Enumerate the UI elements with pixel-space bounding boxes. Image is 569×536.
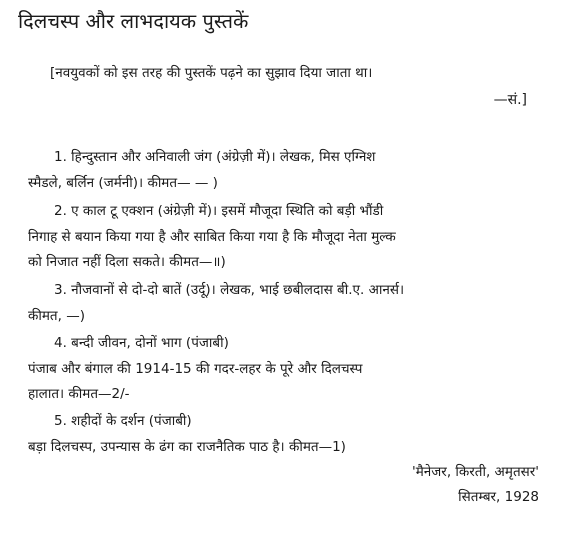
book-4-line-2: पंजाब और बंगाल की 1914-15 की गदर-लहर के पूरे और दिलचस्प	[28, 360, 363, 377]
book-4-line-1: 4. बन्दी जीवन, दोनों भाग (पंजाबी)	[54, 335, 229, 351]
date-line: सितम्बर, 1928	[458, 489, 539, 505]
book-entry-2	[28, 199, 548, 276]
book-2-line-1: 2. ए काल टू एक्शन (अंग्रेज़ी में)। इसमें मौजूदा स्थिति को बड़ी भौंडी	[54, 203, 384, 219]
page-title: दिलचस्प और लाभदायक पुस्तकें	[18, 9, 249, 33]
editor-note: [नवयुवकों को इस तरह की पुस्तकें पढ़ने का सुझाव दिया जाता था।	[50, 65, 373, 81]
signature: 'मैनेजर, किरती, अमृतसर'	[412, 464, 539, 480]
editor-note-sign: —सं.]	[493, 92, 527, 108]
book-1-line-1: 1. हिन्दुस्तान और अनिवाली जंग (अंग्रेज़ी में)। लेखक, मिस एग्निश	[54, 149, 376, 165]
book-entry-4	[28, 331, 548, 408]
book-5-line-2: बड़ा दिलचस्प, उपन्यास के ढंग का राजनैतिक पाठ है। कीमत—1)	[28, 438, 346, 455]
book-entry-5	[28, 409, 548, 460]
book-5-line-1: 5. शहीदों के दर्शन (पंजाबी)	[54, 413, 192, 429]
book-entry-3	[28, 278, 548, 329]
book-3-line-2: कीमत, —)	[28, 307, 85, 324]
signature-block	[412, 460, 539, 510]
book-entry-1	[28, 145, 548, 196]
book-1-line-2: स्मैडले, बर्लिन (जर्मनी)। कीमत— — )	[28, 174, 218, 191]
book-2-line-2: निगाह से बयान किया गया है और साबित किया गया है कि मौजूदा नेता मुल्क	[28, 228, 396, 245]
book-4-line-3: हालात। कीमत—2/-	[28, 386, 130, 402]
book-3-line-1: 3. नौजवानों से दो-दो बातें (उर्दू)। लेखक, भाई छबीलदास बी.ए. आनर्स।	[54, 282, 405, 298]
book-2-line-3: को निजात नहीं दिला सकते। कीमत—॥)	[28, 254, 226, 270]
